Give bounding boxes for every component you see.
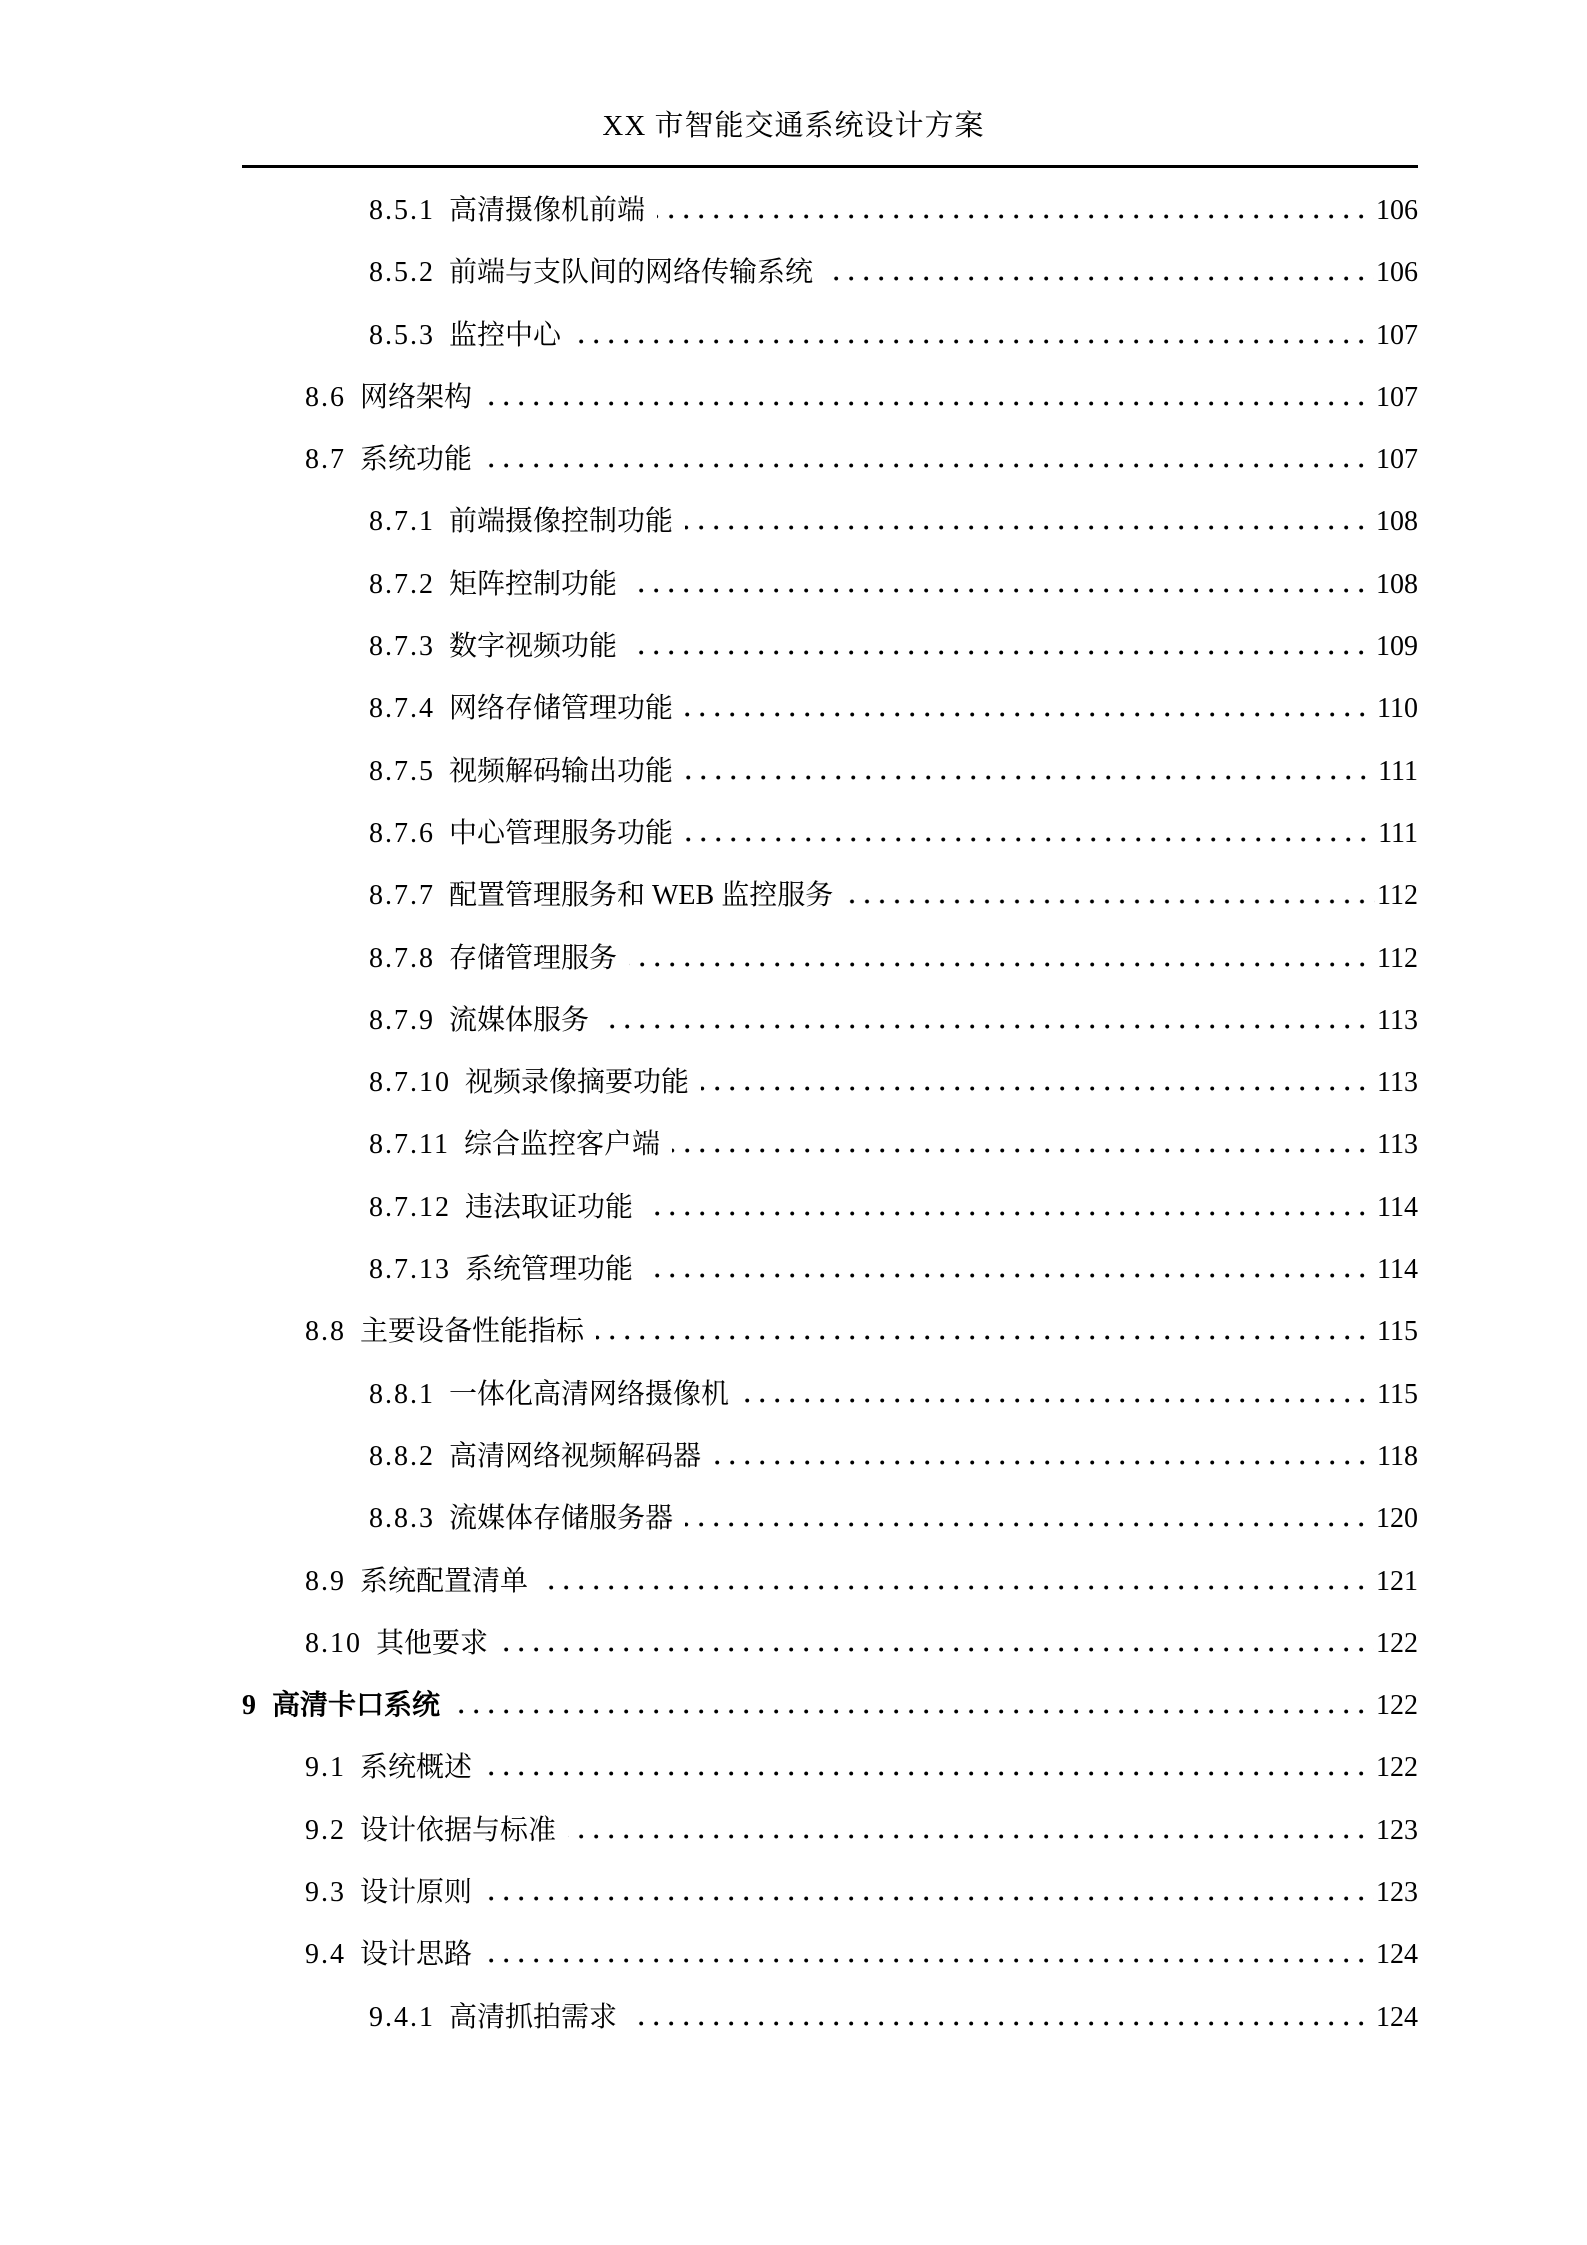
toc-entry-page: 114 [1377,1254,1418,1286]
toc-entry-title: 矩阵控制功能 [449,568,618,600]
toc-entry-title: 监控中心 [449,319,562,351]
toc-entry-number: 8.7.6 [369,817,435,849]
toc-entry-number: 8.5.3 [369,319,435,351]
toc-entry-page: 115 [1377,1378,1418,1410]
toc-entry-title: 综合监控客户端 [463,1129,660,1161]
toc-entry-number: 8.5.1 [369,195,435,226]
toc-entry-number: 8.7.5 [369,755,435,787]
toc-entry-number: 8.7.2 [369,568,435,600]
toc-entry-title: 存储管理服务 [449,942,618,974]
dot-leader [685,775,1376,780]
toc-entry[interactable] [242,180,1418,242]
toc-entry[interactable] [242,1239,1418,1301]
toc-entry[interactable] [242,678,1418,740]
dot-leader [484,1896,1374,1901]
toc-entry-title: 数字视频功能 [449,631,618,663]
dot-leader [645,1211,1375,1216]
toc-entry-page: 107 [1376,381,1418,413]
dot-leader [645,1273,1375,1278]
toc-entry[interactable] [242,429,1418,491]
toc-entry[interactable] [242,1924,1418,1986]
toc-list [242,180,1418,2049]
toc-entry-number: 8.7.10 [369,1067,451,1099]
toc-entry-number: 8.8 [305,1316,346,1348]
toc-entry-number: 8.7.7 [369,880,435,912]
toc-entry[interactable] [242,367,1418,429]
toc-entry-page: 121 [1376,1565,1418,1597]
toc-entry[interactable] [242,616,1418,678]
toc-entry-page: 123 [1376,1814,1418,1846]
toc-entry-page: 106 [1376,195,1418,226]
toc-entry-title: 前端摄像控制功能 [449,506,674,538]
toc-entry-page: 113 [1377,1067,1418,1099]
toc-entry-number: 8.7.3 [369,631,435,663]
header-divider [242,165,1418,168]
toc-entry-number: 9.4.1 [369,2001,435,2033]
toc-entry[interactable] [242,1488,1418,1550]
toc-entry-title: 高清摄像机前端 [449,195,646,226]
toc-entry-title: 视频录像摘要功能 [465,1067,690,1099]
dot-leader [629,2021,1374,2026]
toc-entry-page: 112 [1377,880,1418,912]
toc-entry-title: 网络架构 [360,381,473,413]
toc-entry-title: 流媒体存储服务器 [449,1503,674,1535]
toc-entry-title: 高清卡口系统 [272,1690,441,1722]
toc-entry-number: 8.7.8 [369,942,435,974]
toc-entry-number: 8.7.1 [369,506,435,538]
toc-entry-title: 设计依据与标准 [360,1814,557,1846]
toc-entry-number: 8.5.2 [369,257,435,289]
dot-leader [484,1958,1374,1963]
toc-entry[interactable] [242,1800,1418,1862]
toc-entry-number: 8.7.4 [369,693,435,725]
toc-entry-number: 9.4 [305,1939,346,1971]
dot-leader [484,401,1374,406]
dot-leader [657,214,1374,219]
toc-entry[interactable] [242,1737,1418,1799]
toc-entry-number: 8.7 [305,444,346,476]
dot-leader [452,1709,1374,1714]
toc-entry[interactable] [242,554,1418,616]
dot-leader [540,1585,1374,1590]
dot-leader [568,1834,1374,1839]
toc-entry-page: 108 [1376,506,1418,538]
toc-entry[interactable] [242,865,1418,927]
dot-leader [596,1335,1375,1340]
page-header-title: XX 市智能交通系统设计方案 [602,110,985,142]
toc-entry[interactable] [242,1862,1418,1924]
toc-entry-page: 124 [1376,1939,1418,1971]
toc-entry-title: 网络存储管理功能 [449,693,674,725]
dot-leader [484,463,1374,468]
toc-entry-title: 前端与支队间的网络传输系统 [449,257,814,289]
dot-leader [685,1522,1374,1527]
toc-entry-page: 123 [1376,1877,1418,1909]
toc-entry-page: 113 [1377,1004,1418,1036]
dot-leader [484,1771,1374,1776]
toc-entry[interactable] [242,305,1418,367]
toc-entry-page: 111 [1378,755,1418,787]
dot-leader [713,1460,1375,1465]
toc-entry[interactable] [242,1551,1418,1613]
toc-entry[interactable] [242,1987,1418,2049]
toc-entry-number: 8.7.11 [369,1129,450,1161]
toc-entry-number: 8.10 [305,1627,362,1659]
dot-leader [845,899,1375,904]
dot-leader [629,588,1374,593]
toc-entry[interactable] [242,1364,1418,1426]
toc-entry-number: 9 [242,1690,258,1722]
toc-entry-page: 106 [1376,257,1418,289]
toc-entry-title: 设计原则 [360,1877,473,1909]
toc-entry-title: 系统概述 [360,1752,473,1784]
toc-entry-page: 107 [1376,444,1418,476]
toc-entry-number: 9.2 [305,1814,346,1846]
toc-entry-page: 111 [1378,817,1418,849]
toc-entry-page: 115 [1377,1316,1418,1348]
toc-entry-number: 9.3 [305,1877,346,1909]
toc-entry-number: 8.9 [305,1565,346,1597]
toc-entry-title: 违法取证功能 [465,1191,634,1223]
toc-entry-page: 109 [1376,631,1418,663]
toc-entry[interactable] [242,1177,1418,1239]
toc-entry-number: 8.8.1 [369,1378,435,1410]
toc-entry-page: 122 [1376,1690,1418,1722]
toc-entry[interactable] [242,1052,1418,1114]
toc-entry-title: 一体化高清网络摄像机 [449,1378,730,1410]
toc-entry[interactable] [242,1426,1418,1488]
toc-entry-page: 122 [1376,1627,1418,1659]
toc-entry-page: 118 [1377,1440,1418,1472]
toc-entry[interactable] [242,1301,1418,1363]
toc-entry-number: 8.8.3 [369,1503,435,1535]
toc-entry-page: 114 [1377,1191,1418,1223]
toc-entry-page: 112 [1377,942,1418,974]
toc-entry[interactable] [242,491,1418,553]
toc-entry-title: 系统功能 [360,444,473,476]
toc-entry-page: 110 [1377,693,1418,725]
toc-entry-page: 124 [1376,2001,1418,2033]
dot-leader [629,962,1375,967]
toc-entry[interactable] [242,741,1418,803]
dot-leader [685,837,1376,842]
toc-entry-title: 中心管理服务功能 [449,817,674,849]
toc-entry-title: 设计思路 [360,1939,473,1971]
toc-entry-page: 122 [1376,1752,1418,1784]
dot-leader [573,339,1374,344]
toc-entry-page: 108 [1376,568,1418,600]
toc-entry[interactable] [242,990,1418,1052]
toc-entry-page: 113 [1377,1129,1418,1161]
toc-entry-title: 流媒体服务 [449,1004,590,1036]
toc-entry-page: 120 [1376,1503,1418,1535]
toc-entry-title: 高清网络视频解码器 [449,1440,702,1472]
toc-entry-title: 视频解码输出功能 [449,755,674,787]
dot-leader [825,276,1374,281]
dot-leader [629,650,1374,655]
toc-entry-page: 107 [1376,319,1418,351]
toc-entry-title: 系统管理功能 [465,1254,634,1286]
toc-entry-number: 8.7.12 [369,1191,451,1223]
toc-entry-title: 高清抓拍需求 [449,2001,618,2033]
toc-entry[interactable] [242,1675,1418,1737]
toc-entry-number: 8.7.13 [369,1254,451,1286]
dot-leader [601,1024,1375,1029]
toc-entry-title: 配置管理服务和 WEB 监控服务 [449,880,834,912]
toc-entry-number: 8.7.9 [369,1004,435,1036]
dot-leader [672,1148,1375,1153]
toc-entry-title: 系统配置清单 [360,1565,529,1597]
toc-entry[interactable] [242,1114,1418,1176]
toc-entry[interactable] [242,242,1418,304]
toc-entry[interactable] [242,1613,1418,1675]
toc-entry-number: 8.8.2 [369,1440,435,1472]
dot-leader [741,1398,1375,1403]
toc-entry[interactable] [242,928,1418,990]
toc-entry-number: 8.6 [305,381,346,413]
toc-entry[interactable] [242,803,1418,865]
dot-leader [685,712,1375,717]
dot-leader [701,1086,1375,1091]
toc-entry-number: 9.1 [305,1752,346,1784]
toc-entry-title: 主要设备性能指标 [360,1316,585,1348]
dot-leader [500,1647,1374,1652]
toc-entry-title: 其他要求 [376,1627,489,1659]
dot-leader [685,525,1374,530]
